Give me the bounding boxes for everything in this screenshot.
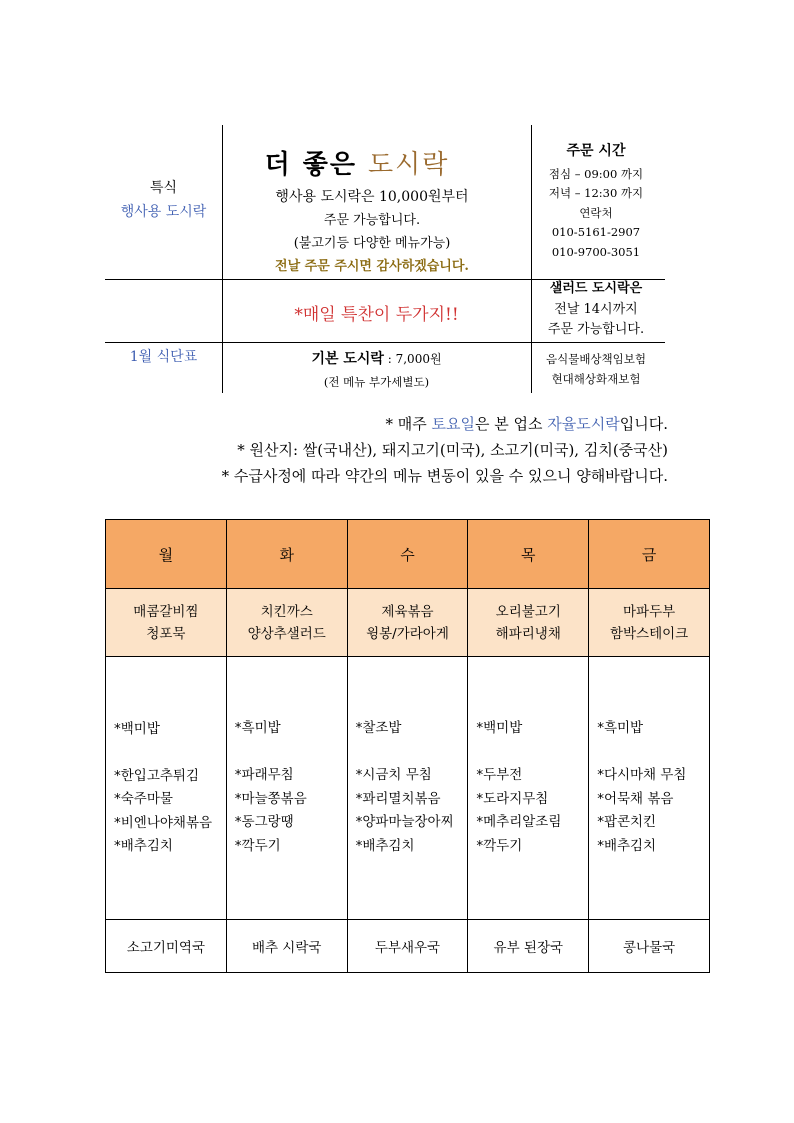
dish-item: *백미밥 (114, 720, 160, 737)
side-dishes-cell (468, 657, 589, 920)
vat-note: (전 메뉴 부가세별도) (323, 375, 430, 389)
insurance-text: 음식물배상책임보험 (546, 352, 646, 366)
dish-item: *배추김치 (355, 837, 415, 854)
dish-item: *동그랑땡 (234, 814, 294, 830)
dish-item: *백미밥 (476, 720, 523, 736)
dish-item: *깍두기 (476, 837, 523, 854)
dish-item: *마늘쫑볶음 (234, 790, 307, 807)
weekday-header: 화 (226, 520, 347, 589)
dish-item: *시금치 무침 (355, 767, 432, 783)
dish-item (114, 741, 222, 765)
dish-item: *흑미밥 (234, 720, 281, 736)
special-label: 특식 (149, 180, 178, 196)
side-dishes-cell (347, 657, 468, 920)
side-dishes-cell (226, 657, 347, 920)
special-dishes-cell: 치킨까스 양상추샐러드 (226, 589, 347, 657)
soup-cell: 콩나물국 (589, 920, 710, 973)
event-menu-text: (불고기등 다양한 메뉴가능) (293, 236, 451, 251)
dish-item (235, 741, 343, 765)
origin-note: * 원산지: 쌀(국내산), 돼지고기(미국), 소고기(미국), 김치(중국산) (237, 441, 668, 459)
dish-item: *다시마채 무침 (597, 767, 687, 783)
weekday-header: 수 (347, 520, 468, 589)
salad-title: 샐러드 도시락은 (549, 281, 643, 296)
order-time-title: 주문 시간 (566, 143, 626, 159)
weekday-header: 월 (106, 520, 227, 589)
phone-number: 010-5161-2907 (551, 225, 641, 239)
dish-item: *비엔나야채볶음 (114, 814, 213, 831)
weekday-header: 목 (468, 520, 589, 589)
weekday-header-row (106, 520, 710, 589)
event-box-label: 행사용 도시락 (120, 204, 207, 220)
salad-order-text: 주문 가능합니다. (547, 322, 645, 337)
dish-item (476, 741, 584, 765)
brand-title: 더 좋은 도시락 (264, 150, 450, 180)
dish-item: *깍두기 (234, 837, 281, 854)
soup-row (106, 920, 710, 973)
weekly-menu-table (105, 519, 710, 973)
notes (100, 411, 668, 489)
special-dishes-cell: 마파두부 함박스테이크 (589, 589, 710, 657)
lunch-order-time: 점심 – 09:00 까지 (548, 166, 644, 181)
dish-item: *파래무침 (234, 767, 294, 783)
phone-number: 010-9700-3051 (551, 244, 641, 259)
dinner-order-time: 저녁 – 12:30 까지 (548, 186, 644, 200)
dish-item: *흑미밥 (597, 720, 644, 736)
side-dishes-cell (589, 657, 710, 920)
soup-cell: 두부새우국 (347, 920, 468, 973)
dish-item: *도라지무침 (476, 790, 549, 807)
dish-item: *팝콘치킨 (597, 814, 657, 830)
side-dishes-row (106, 657, 710, 920)
dish-item: *메추리알조림 (476, 814, 562, 830)
special-dishes-cell: 오리불고기 해파리냉채 (468, 589, 589, 657)
dish-item: *한입고추튀김 (114, 767, 199, 784)
soup-cell: 유부 된장국 (468, 920, 589, 973)
event-order-text: 주문 가능합니다. (323, 213, 421, 228)
dish-item (356, 741, 464, 765)
dish-item: *어묵채 볶음 (597, 790, 674, 807)
special-dishes-cell: 매콤갈비찜 청포묵 (106, 589, 227, 657)
dish-item: *꽈리멸치볶음 (355, 790, 441, 807)
dish-item: *두부전 (476, 767, 523, 783)
dish-item: *배추김치 (597, 837, 657, 854)
basic-price: 기본 도시락 : 7,000원 (311, 351, 442, 367)
event-thanks-text: 전날 주문 주시면 감사하겠습니다. (275, 259, 469, 274)
soup-cell: 배추 시락국 (226, 920, 347, 973)
dish-item (597, 741, 705, 765)
insurer-name: 현대해상화재보험 (551, 372, 641, 386)
divider (105, 342, 665, 343)
contact-label: 연락처 (579, 205, 613, 220)
weekday-header: 금 (589, 520, 710, 589)
dish-item: *양파마늘장아찌 (355, 814, 454, 830)
soup-cell: 소고기미역국 (106, 920, 227, 973)
dish-item: *숙주마물 (114, 791, 173, 807)
event-price-text: 행사용 도시락은 10,000원부터 (275, 189, 469, 205)
daily-special-text: *매일 특찬이 두가지!! (294, 305, 459, 325)
side-dishes-cell (106, 657, 227, 920)
salad-deadline: 전날 14시까지 (554, 301, 638, 317)
dish-item: *배추김치 (114, 838, 173, 854)
saturday-note: * 매주 토요일은 본 업소 자율도시락입니다. (385, 415, 668, 433)
menu-change-note: * 수급사정에 따라 약간의 메뉴 변동이 있을 수 있으니 양해바랍니다. (221, 467, 668, 485)
special-dishes-row (106, 589, 710, 657)
special-dishes-cell: 제육볶음 윙봉/가라아게 (347, 589, 468, 657)
dish-item: *찰조밥 (355, 720, 402, 736)
month-label: 1월 식단표 (129, 349, 198, 365)
